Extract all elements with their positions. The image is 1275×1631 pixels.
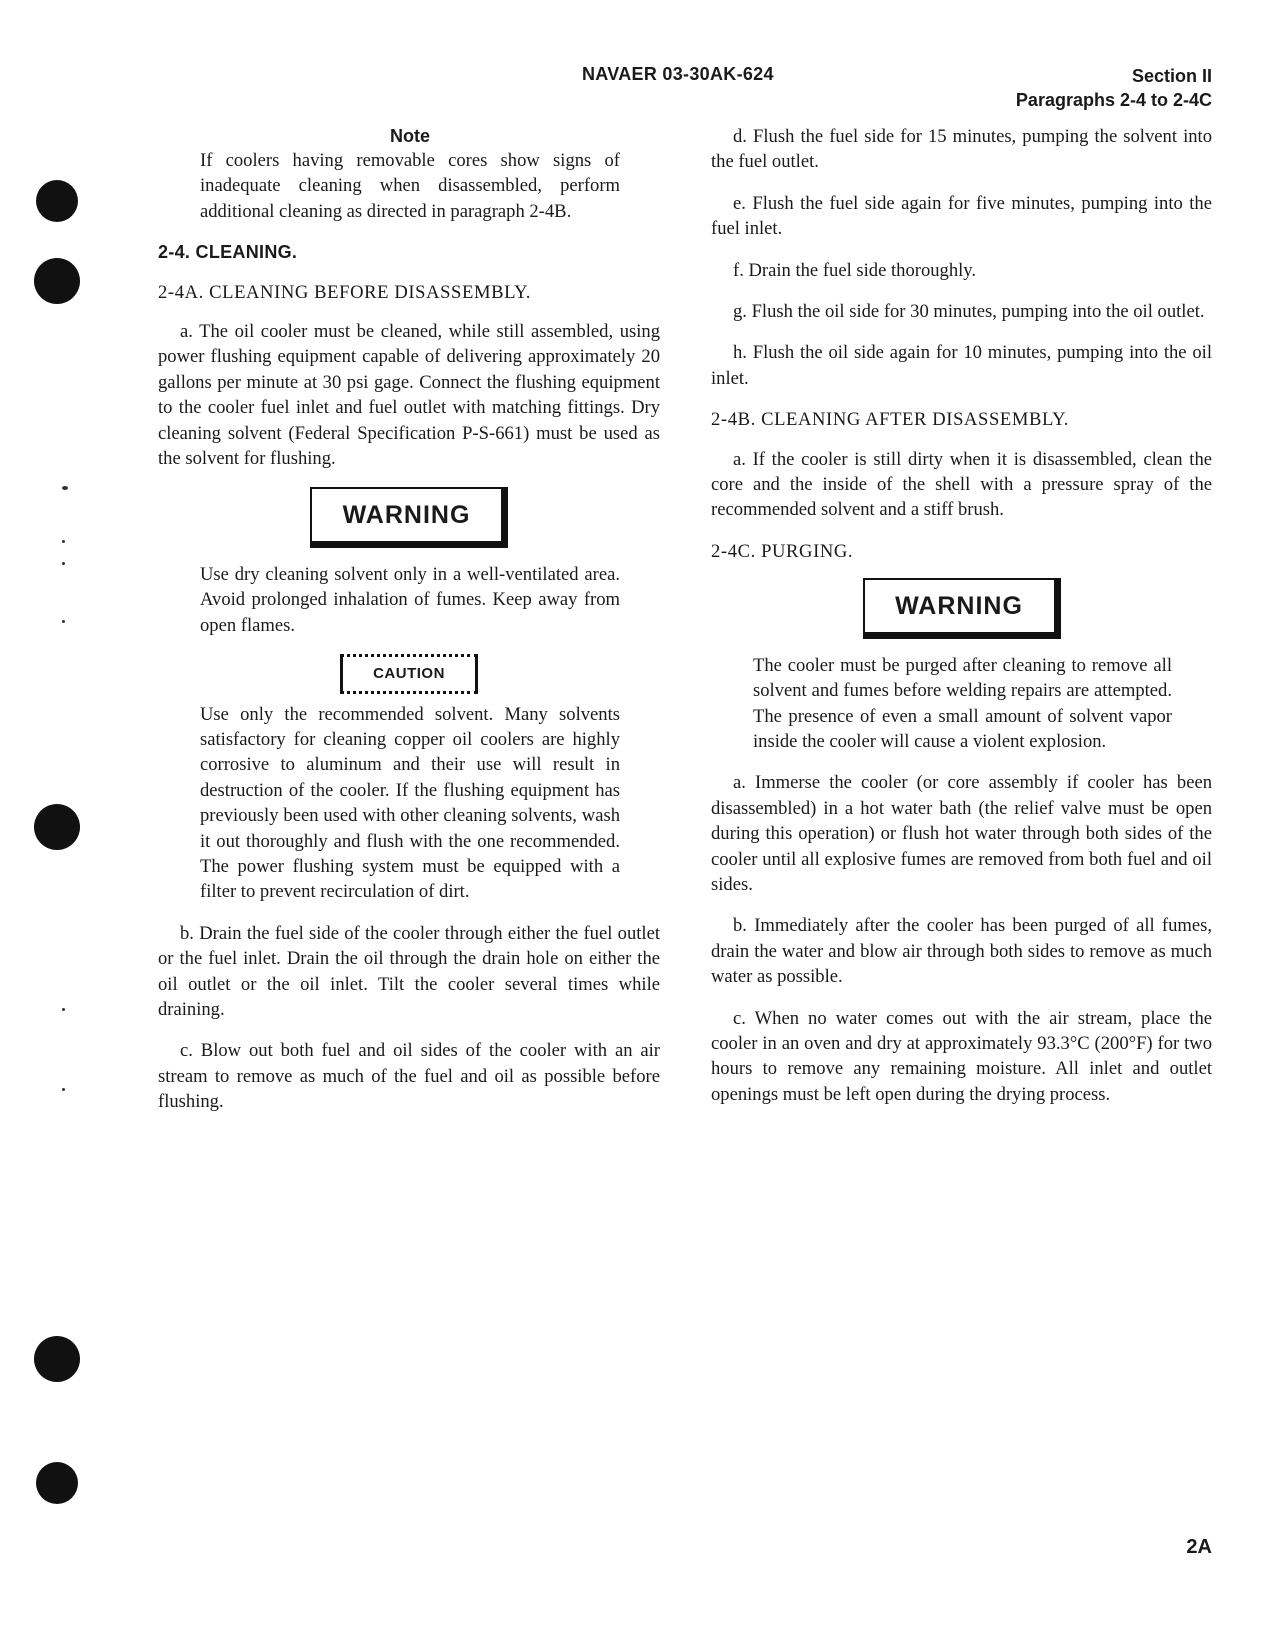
heading-cleaning-after: 2-4B. CLEANING AFTER DISASSEMBLY.: [711, 409, 1069, 431]
note-text: If coolers having removable cores show signs of inadequate cleaning when disassembled, perform additional cleaning as directed in paragraph 2-4B.: [200, 150, 620, 222]
margin-speck: [62, 486, 68, 490]
warning-badge-wrap-2: [711, 578, 1212, 638]
document-id: NAVAER 03-30AK-624: [582, 64, 774, 84]
margin-speck: [62, 1088, 65, 1091]
binder-hole-1: [36, 180, 78, 222]
note-title: Note: [390, 126, 430, 146]
paragraph-after-a: a. If the cooler is still dirty when it is disassembled, clean the core and the inside of the shell with a pressure spray of the recommended solvent and a stiff brush.: [711, 448, 1212, 521]
paragraph-c: c. Blow out both fuel and oil sides of the cooler with an air stream to remove as much of the fuel and oil as possible before flushing.: [158, 1040, 660, 1113]
paragraph-f: f. Drain the fuel side thoroughly.: [733, 259, 977, 281]
binder-hole-5: [36, 1462, 78, 1504]
heading-cleaning-before: 2-4A. CLEANING BEFORE DISASSEMBLY.: [158, 281, 532, 303]
section-header: [1016, 64, 1212, 112]
paragraph-h: h. Flush the oil side again for 10 minutes, pumping into the oil inlet.: [711, 342, 1212, 389]
paragraph-purge-a: a. Immerse the cooler (or core assembly if cooler has been disassembled) in a hot water bath (the relief valve must be open during this operation) or flush hot water through both sides of the cooler until all explosive fumes are removed from both fuel and oil sides.: [711, 772, 1212, 895]
paragraph-purge-c: c. When no water comes out with the air stream, place the cooler in an oven and dry at approximately 93.3°C (200°F) for two hours to remove any remaining moisture. All inlet and outlet openings must be left open during the drying process.: [711, 1007, 1212, 1105]
binder-hole-4: [34, 1336, 80, 1382]
warning-text-2: The cooler must be purged after cleaning to remove all solvent and fumes before welding repairs are attempted. The presence of even a small amount of solvent vapor inside the cooler will cause a violent explosion.: [753, 654, 1172, 752]
paragraph-a: a. The oil cooler must be cleaned, while still assembled, using power flushing equipment capable of delivering approximately 20 gallons per minute at 30 psi gage. Connect the flushing equipment to the cooler fuel inlet and fuel outlet with matching fittings. Dry cleaning solvent (Federal Specification P-S-661) must be used as the solvent for flushing.: [158, 321, 660, 470]
warning-text: Use dry cleaning solvent only in a well-ventilated area. Avoid prolonged inhalation of fumes. Keep away from open flames.: [200, 563, 620, 636]
caution-text: Use only the recommended solvent. Many solvents satisfactory for cleaning copper oil coolers are highly corrosive to aluminum and their use will result in destruction of the cooler. If the flushing equipment has previously been used with other cleaning solvents, wash it out thoroughly and flush with the one recommended. The power flushing system must be equipped with a filter to prevent recirculation of dirt.: [200, 703, 620, 903]
binder-hole-3: [34, 804, 80, 850]
margin-speck: [62, 562, 65, 565]
paragraph-purge-b: b. Immediately after the cooler has been purged of all fumes, drain the water and blow air through both sides to remove as much water as possible.: [711, 915, 1212, 988]
paragraph-e: e. Flush the fuel side again for five minutes, pumping into the fuel inlet.: [711, 192, 1212, 240]
warning-badge-wrap: [158, 487, 660, 547]
paragraph-g: g. Flush the oil side for 30 minutes, pumping into the oil outlet.: [733, 301, 1205, 323]
caution-badge: CAUTION: [340, 654, 478, 693]
heading-cleaning: 2-4. CLEANING.: [158, 242, 298, 263]
left-column: [158, 124, 660, 1131]
margin-speck: [62, 620, 65, 623]
margin-speck: [62, 1008, 65, 1011]
paragraph-b: b. Drain the fuel side of the cooler through either the fuel outlet or the fuel inlet. Drain the oil through the drain hole on either the oil outlet or the oil inlet. Tilt the cooler several times while draining.: [158, 922, 660, 1020]
right-column: [711, 124, 1212, 1123]
binder-hole-2: [34, 258, 80, 304]
warning-badge: WARNING: [310, 487, 508, 547]
paragraph-range: Paragraphs 2-4 to 2-4C: [1015, 90, 1212, 110]
section-label: Section II: [1131, 66, 1212, 86]
margin-speck: [62, 540, 65, 543]
heading-purging: 2-4C. PURGING.: [711, 540, 854, 562]
paragraph-d: d. Flush the fuel side for 15 minutes, pumping the solvent into the fuel outlet.: [711, 126, 1212, 173]
warning-badge-2: WARNING: [863, 578, 1061, 638]
caution-badge-wrap: [158, 654, 660, 693]
page-number: 2A: [1186, 1536, 1212, 1558]
